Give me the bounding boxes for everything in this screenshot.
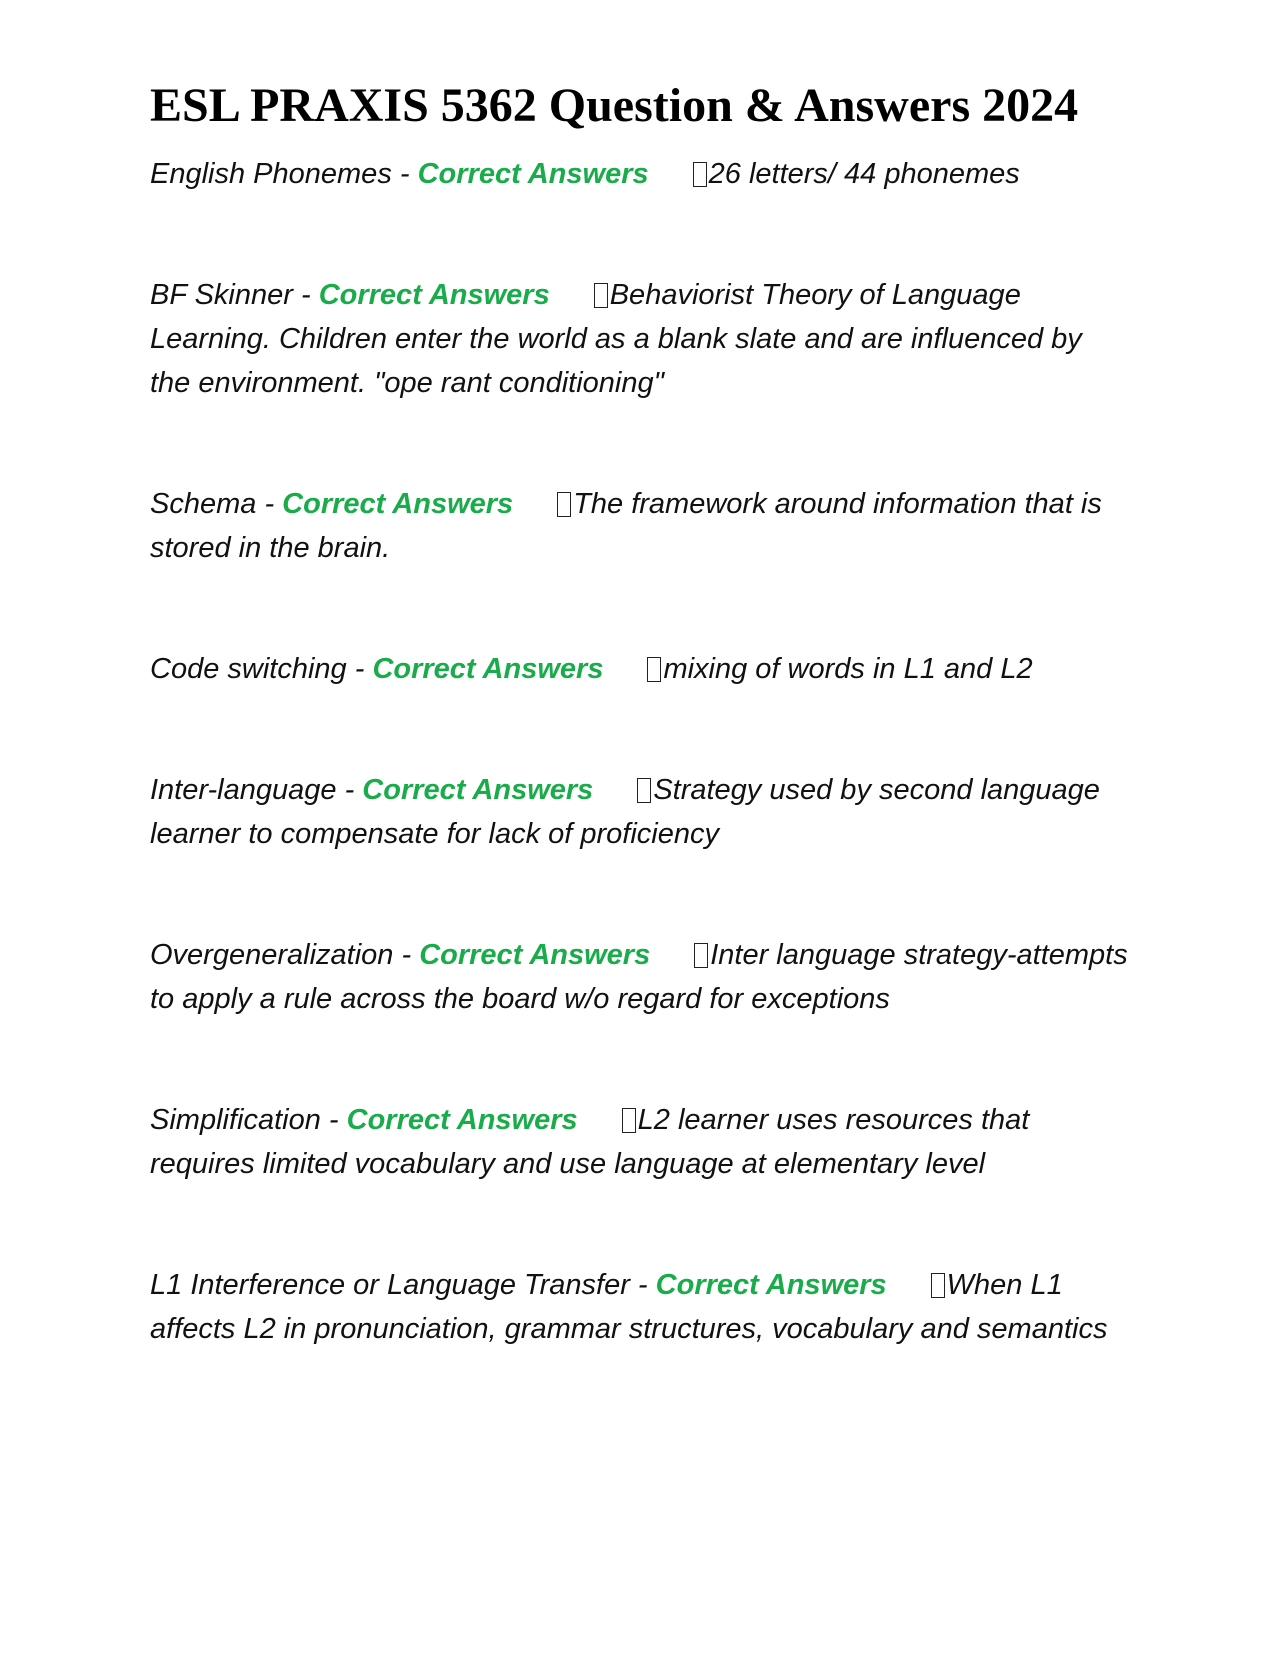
correct-answers-label: Correct Answers [417,158,649,190]
missing-glyph-box-icon [594,283,608,308]
term: English Phonemes [150,158,392,190]
correct-answers-label: Correct Answers [655,1269,887,1301]
missing-glyph-box-icon [931,1273,945,1298]
separator: - [346,653,373,685]
qa-entry-l1-interference [150,1263,1130,1351]
missing-glyph-box-icon [622,1108,636,1133]
qa-entry-english-phonemes [150,152,1130,196]
answer: 26 letters/ 44 phonemes [708,158,1020,190]
separator: - [336,774,363,806]
answer: Behaviorist Theory of Language Learning. Children enter the world as a blank slate and are influenced by the environment. "ope rant conditioning" [150,279,1082,399]
correct-answers-label: Correct Answers [362,774,594,806]
qa-entry-inter-language [150,768,1130,856]
term: Inter-language [150,774,337,806]
qa-entry-overgeneralization [150,933,1130,1021]
correct-answers-label: Correct Answers [346,1104,578,1136]
answer: mixing of words in L1 and L2 [663,653,1033,685]
separator: - [320,1104,347,1136]
missing-glyph-box-icon [637,778,651,803]
correct-answers-label: Correct Answers [282,488,514,520]
term: L1 Interference or Language Transfer [150,1269,630,1301]
separator: - [629,1269,656,1301]
separator: - [393,939,420,971]
answer: The framework around information that is stored in the brain. [150,488,1102,564]
qa-entry-code-switching [150,647,1130,691]
term: Code switching [150,653,347,685]
correct-answers-label: Correct Answers [419,939,651,971]
term: BF Skinner [150,279,293,311]
correct-answers-label: Correct Answers [318,279,550,311]
answer: Inter language strategy-attempts to apply a rule across the board w/o regard for exceptions [150,939,1128,1015]
missing-glyph-box-icon [557,492,571,517]
missing-glyph-box-icon [694,943,708,968]
document-title: ESL PRAXIS 5362 Question & Answers 2024 [150,79,1079,132]
qa-entry-bf-skinner [150,273,1130,405]
separator: - [391,158,418,190]
missing-glyph-box-icon [693,162,707,187]
answer: When L1 affects L2 in pronunciation, grammar structures, vocabulary and semantics [150,1269,1108,1345]
correct-answers-label: Correct Answers [372,653,604,685]
answer: Strategy used by second language learner to compensate for lack of proficiency [150,774,1100,850]
term: Overgeneralization [150,939,394,971]
missing-glyph-box-icon [647,657,661,682]
qa-entry-simplification [150,1098,1130,1186]
separator: - [292,279,319,311]
answer: L2 learner uses resources that requires limited vocabulary and use language at elementary level [150,1104,1030,1180]
qa-entry-schema [150,482,1130,570]
separator: - [256,488,283,520]
term: Schema [150,488,257,520]
term: Simplification [150,1104,321,1136]
